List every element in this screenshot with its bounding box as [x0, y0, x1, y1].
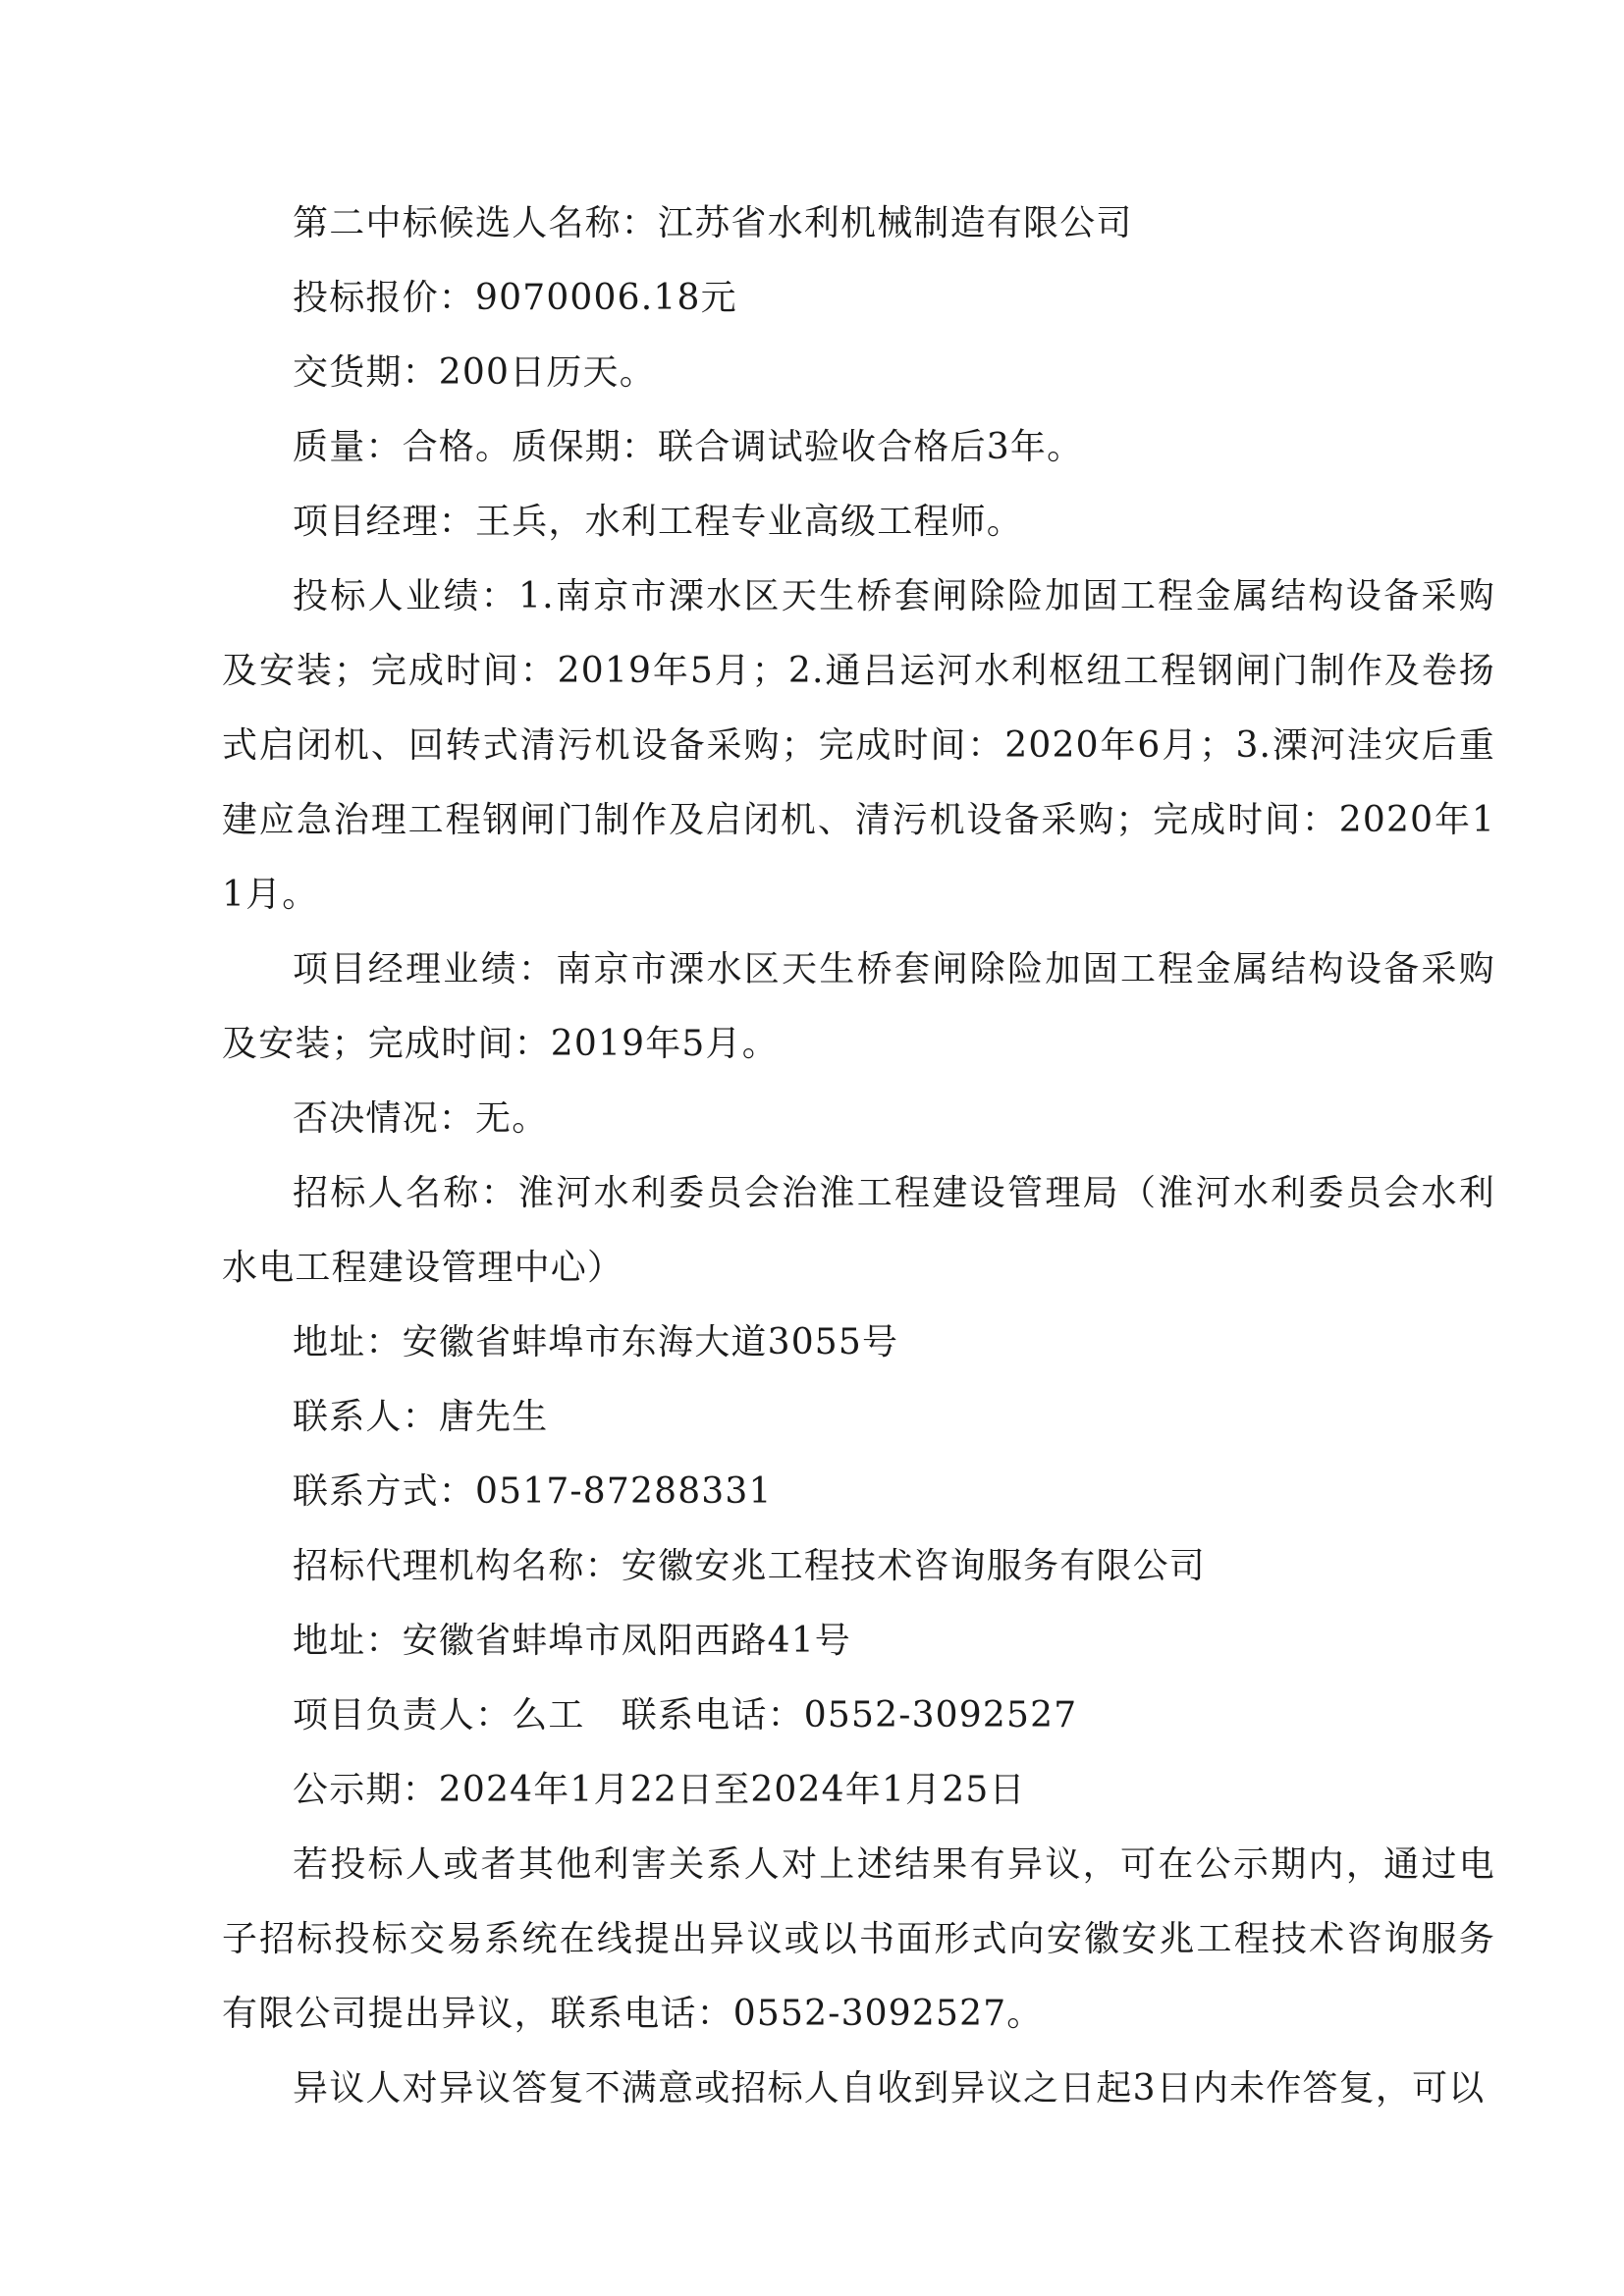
tenderer-contact: 联系人：唐先生 [293, 1397, 549, 1437]
objection-followup: 异议人对异议答复不满意或招标人自收到异议之日起3日内未作答复，可以 [293, 2068, 1486, 2109]
delivery-period: 交货期：200日历天。 [293, 352, 656, 393]
agency-name: 招标代理机构名称：安徽安兆工程技术咨询服务有限公司 [293, 1546, 1207, 1586]
project-manager: 项目经理：王兵，水利工程专业高级工程师。 [293, 502, 1024, 542]
agency-address: 地址：安徽省蚌埠市凤阳西路41号 [293, 1621, 852, 1661]
bidder-performance: 投标人业绩：1.南京市溧水区天生桥套闸除险加固工程金属结构设备采购及安装；完成时间：2019年5月；2.通吕运河水利枢纽工程钢闸门制作及卷扬式启闭机、回转式清污机设备采购；完成时间：2020年6月；3.溧河洼灾后重建应急治理工程钢闸门制作及启闭机、清污机设备采购；完成时间：2020年11月。 [222, 576, 1495, 915]
agency-contact: 项目负责人：么工 联系电话：0552-3092527 [293, 1695, 1078, 1735]
manager-performance: 项目经理业绩：南京市溧水区天生桥套闸除险加固工程金属结构设备采购及安装；完成时间：2019年5月。 [222, 949, 1495, 1064]
second-candidate-name: 第二中标候选人名称：江苏省水利机械制造有限公司 [293, 203, 1133, 243]
rejection-status: 否决情况：无。 [293, 1098, 549, 1139]
bid-price: 投标报价：9070006.18元 [293, 278, 737, 318]
objection-notice: 若投标人或者其他利害关系人对上述结果有异议，可在公示期内，通过电子招标投标交易系统在线提出异议或以书面形式向安徽安兆工程技术咨询服务有限公司提出异议，联系电话：0552-3092527。 [222, 1844, 1495, 2034]
tenderer-phone: 联系方式：0517-87288331 [293, 1471, 773, 1512]
tenderer-address: 地址：安徽省蚌埠市东海大道3055号 [293, 1322, 899, 1362]
tenderer-name: 招标人名称：淮河水利委员会治淮工程建设管理局（淮河水利委员会水利水电工程建设管理中心） [222, 1173, 1495, 1288]
quality-warranty: 质量：合格。质保期：联合调试验收合格后3年。 [293, 427, 1084, 467]
publicity-period: 公示期：2024年1月22日至2024年1月25日 [293, 1770, 1026, 1810]
document-body [222, 187, 1495, 2126]
